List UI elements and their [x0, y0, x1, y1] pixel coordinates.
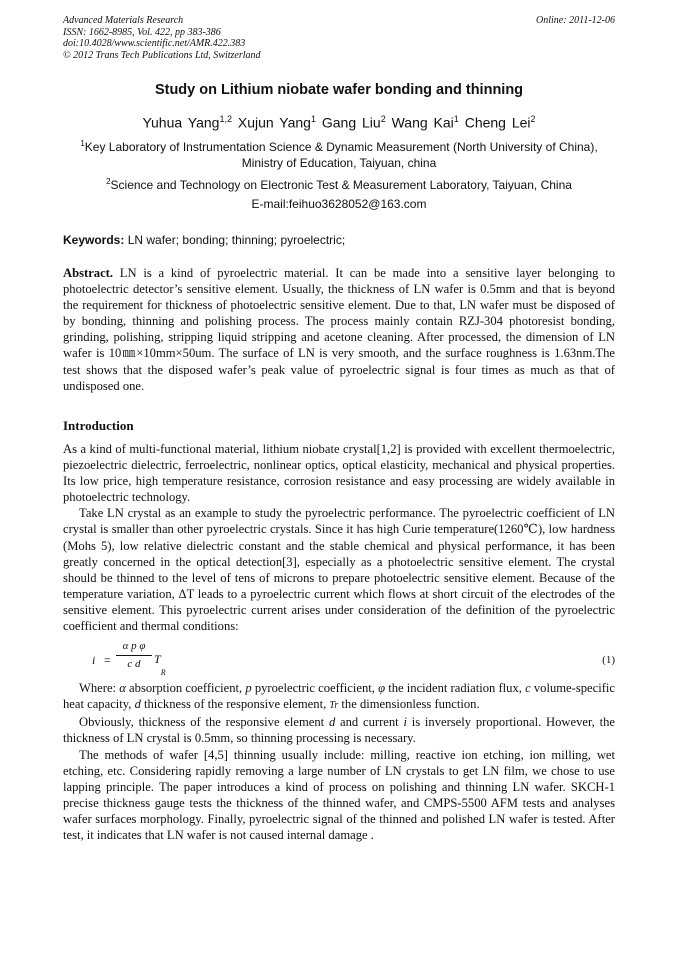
copyright-line: © 2012 Trans Tech Publications Ltd, Switzerland — [63, 49, 261, 61]
author-affiliation-mark: 1,2 — [219, 114, 232, 124]
contact-email[interactable]: E-mail:feihuo3628052@163.com — [251, 197, 427, 211]
keywords-label: Keywords: — [63, 233, 125, 247]
journal-name: Advanced Materials Research — [63, 15, 184, 26]
abstract-label: Abstract. — [63, 266, 114, 280]
paragraph: Obviously, thickness of the responsive element d and current i is inversely proportional. However, the thickness of LN crystal is 0.5mm, so thinning processing is necessary. — [63, 715, 615, 746]
equation-factor-subscript: R — [160, 667, 166, 677]
author-name: Gang Liu — [321, 114, 381, 131]
symbol-phi: φ — [378, 681, 386, 696]
paper-title: Study on Lithium niobate wafer bonding and thinning — [154, 82, 524, 98]
abstract-text: LN is a kind of pyroelectric material. It can be made into a sensitive layer belonging to photoelectric detector’s sensitive element. Usually, the thickness of LN wafer is 0.5mm and that is beyond the requirement for thickness of photoelectric sensitive element. Due to that, LN wafer must be disposed of by bonding, thinning and polishing process. The process mainly contain RZJ-304 photoresist bonding, grinding, polishing, stripping liquid stripping and acetone cleaning. After processed, the dimension of LN wafer is 10㎜×10mm×50um. The surface of LN is very smooth, and the surface roughness is 1.63nm.The test shows that the disposed wafer’s peak value of pyroelectric signal is four times as much as that of undisposed one. — [63, 266, 615, 393]
fraction-bar — [116, 655, 152, 656]
symbol-c: c — [525, 681, 531, 696]
equation-numerator: α p φ — [122, 640, 146, 653]
equation-factor: $T_R$ — [154, 652, 166, 677]
equation-fraction — [116, 640, 152, 671]
section-heading-introduction: Introduction — [63, 418, 134, 433]
publication-metadata — [63, 15, 615, 61]
affiliation-text: Key Laboratory of Instrumentation Science & Dynamic Measurement (North University of China), Ministry of Education, Taiyuan, china — [84, 140, 598, 170]
author-affiliation-mark: 1 — [310, 114, 316, 124]
doi-line[interactable]: doi:10.4028/www.scientific.net/AMR.422.383 — [63, 38, 246, 49]
author-affiliation-mark: 1 — [453, 114, 459, 124]
author-affiliation-mark: 2 — [380, 114, 386, 124]
equation-denominator: c d — [127, 658, 141, 671]
paragraph: The methods of wafer [4,5] thinning usually include: milling, reactive ion etching, ion milling, wet etching, etc. Considering rapidly removing a large number of LN crystals to get LN film, we chose to use lapping principle. The paper introduces a kind of process on polishing and thinning LN wafer. SKCH-1 precise thickness gauge tests the thickness of the thinned wafer, and CMPS-5500 AFM tests and analyses wafer surfaces morphology. Finally, pyroelectric signal of the thinned and polished LN wafer is tested. After test, it indicates that LN wafer is not caused internal damage . — [63, 747, 615, 842]
equation-equals: = — [104, 653, 111, 668]
keywords-line — [63, 233, 615, 247]
equation-number: (1) — [602, 654, 615, 667]
affiliation-2 — [63, 174, 615, 193]
paragraph: As a kind of multi-functional material, lithium niobate crystal[1,2] is provided with excellent thermoelectric, piezoelectric dielectric, ferroelectric, nonlinear optics, optical elasticity, mechanical and physical properties. Its low price, high temperature resistance, corrosion resistance and easy processing are widely available in photoelectric technology. — [63, 442, 615, 505]
symbol-alpha: α — [119, 681, 126, 696]
author-name: Cheng Lei — [464, 114, 531, 131]
symbol-tr: Tr — [329, 700, 339, 712]
paragraph: Take LN crystal as an example to study the pyroelectric performance. The pyroelectric coefficient of LN crystal is smaller than other pyroelectric crystals. Since it has high Curie temperature(1260℃), low hardness (Mohs 5), low relative dielectric constant and the stable chemical and physical performance, it has been greatly concerned in the optical detection[3], especially as a photoelectric sensitive element. The crystal should be thinned to the level of tens of microns to prepare photoelectric sensitive element. Because of the temperature variation, ΔT leads to a pyroelectric current which flows at short circuit of the electrodes of the sensitive element. This pyroelectric current arises under consideration of the definition of the pyroelectric coefficient and thermal conditions: — [63, 506, 615, 634]
symbol-d: d — [328, 715, 336, 730]
author-affiliation-mark: 2 — [530, 114, 536, 124]
paragraph-where: Where: α absorption coefficient, p pyroelectric coefficient, φ the incident radiation flux, c volume-specific heat capacity, d thickness of the responsive element, Tr the dimensionless function. — [63, 681, 615, 712]
author-list — [63, 114, 615, 131]
author-name: Wang Kai — [391, 114, 454, 131]
symbol-p: p — [245, 681, 252, 696]
affiliation-1 — [63, 136, 615, 171]
keywords-text: LN wafer; bonding; thinning; pyroelectric; — [127, 233, 346, 247]
affiliation-mark: 1 — [80, 139, 85, 148]
introduction-body — [63, 441, 615, 843]
equation-1 — [63, 640, 615, 678]
affiliation-mark: 2 — [106, 177, 111, 186]
abstract — [63, 265, 615, 394]
author-name: Xujun Yang — [237, 114, 311, 131]
author-name: Yuhua Yang — [142, 114, 220, 131]
issn-line: ISSN: 1662-8985, Vol. 422, pp 383-386 — [63, 26, 221, 38]
online-date: Online: 2011-12-06 — [536, 15, 615, 26]
affiliation-text: Science and Technology on Electronic Test & Measurement Laboratory, Taiyuan, China — [110, 178, 572, 192]
symbol-d: d — [134, 697, 141, 712]
equation-lhs: i — [92, 653, 96, 668]
symbol-i: i — [403, 715, 407, 730]
